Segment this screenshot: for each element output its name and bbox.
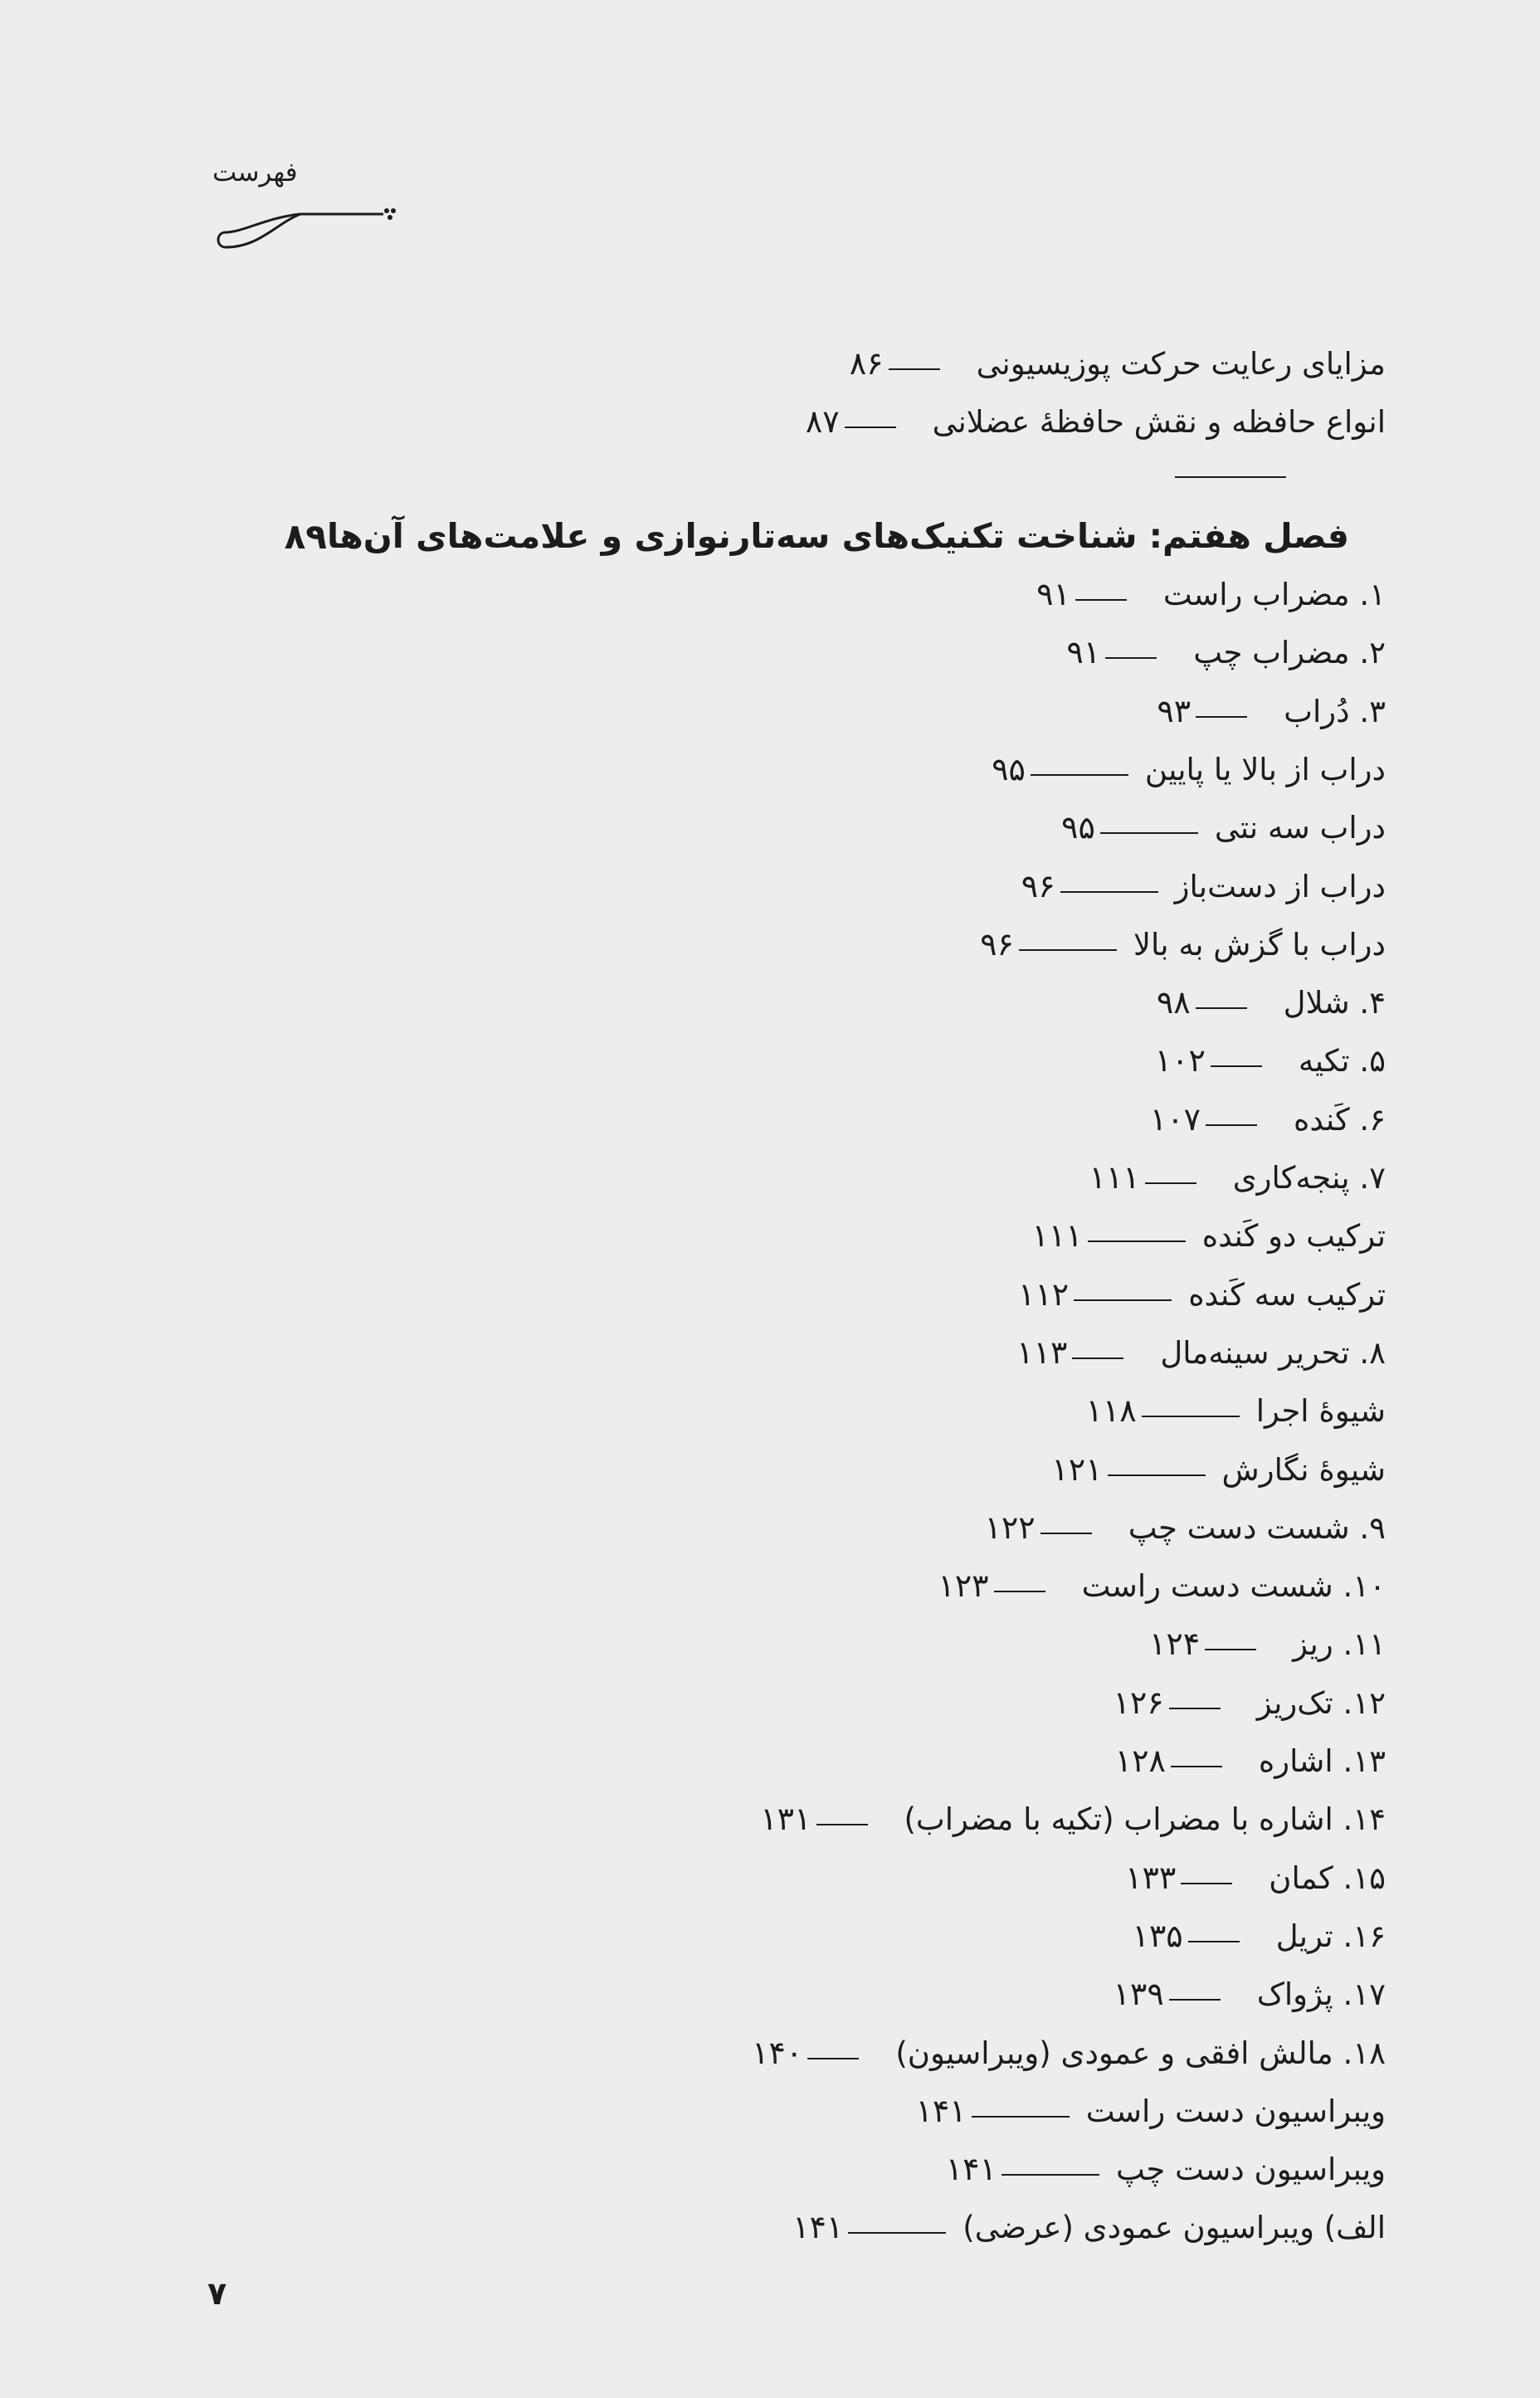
toc-page-number: ۱۱۳ — [1016, 1334, 1068, 1371]
toc-entry-title: ۸. تحریر سینه‌مال — [1160, 1334, 1386, 1371]
toc-leader — [1075, 599, 1127, 601]
toc-entry[interactable] — [720, 1792, 1386, 1845]
toc-page-number: ۸۹ — [284, 515, 327, 557]
toc-page-number: ۱۱۸ — [1085, 1392, 1137, 1429]
toc-entry[interactable] — [711, 2026, 1386, 2079]
toc-entry-title: دراب با گزش به بالا — [1133, 926, 1386, 963]
toc-entry[interactable] — [1073, 1676, 1386, 1729]
toc-entry[interactable] — [977, 1268, 1386, 1321]
toc-entry-title: ۱۷. پژواک — [1256, 1976, 1386, 2012]
toc-leader — [807, 2058, 859, 2059]
toc-entry[interactable] — [1092, 1909, 1386, 1962]
toc-chapter-heading[interactable] — [236, 509, 1386, 563]
toc-entry-title: ۱۵. کمان — [1269, 1859, 1386, 1896]
toc-leader — [1072, 1357, 1123, 1359]
toc-leader — [1031, 774, 1128, 776]
toc-entry[interactable] — [1109, 1093, 1386, 1146]
toc-page-number: ۹۵ — [992, 751, 1026, 787]
chapter-title: فصل هفتم: شناخت تکنیک‌های سه‌تارنوازی و علامت‌های آن‌ها — [326, 516, 1349, 556]
toc-entry-title: دراب از بالا یا پایین — [1144, 751, 1386, 787]
toc-entry[interactable] — [1073, 1967, 1386, 2020]
toc-entry[interactable] — [1049, 1151, 1386, 1204]
toc-entry-title: انواع حافظه و نقش حافظهٔ عضلانی — [932, 403, 1386, 440]
toc-page-number: ۹۶ — [980, 926, 1014, 963]
running-header-title: فهرست — [212, 158, 298, 188]
toc-page-number: ۹۶ — [1021, 868, 1055, 904]
toc-page-number: ۱۳۳ — [1125, 1859, 1177, 1896]
toc-entry[interactable] — [1109, 1617, 1386, 1670]
toc-entry-title: ۳. دُراب — [1284, 693, 1386, 729]
toc-entry-title: الف) ویبراسیون عمودی (عرضی) — [962, 2209, 1386, 2245]
toc-leader — [848, 2232, 946, 2234]
toc-leader — [1188, 1941, 1240, 1942]
toc-entry-title: ۷. پنجه‌کاری — [1232, 1159, 1386, 1196]
toc-entry[interactable] — [976, 1326, 1386, 1379]
toc-entry-title: ویبراسیون دست چپ — [1115, 2151, 1386, 2187]
toc-page-number: ۱۴۱ — [915, 2093, 967, 2129]
toc-entry-title: دراب سه نتی — [1214, 809, 1386, 846]
toc-entry-title: مزایای رعایت حرکت پوزیسیونی — [976, 345, 1386, 382]
toc-entry[interactable] — [898, 1559, 1386, 1612]
toc-entry-title: ترکیب دو کَنده — [1201, 1217, 1386, 1254]
toc-leader — [1142, 1416, 1240, 1417]
toc-entry[interactable] — [923, 918, 1386, 971]
toc-entry[interactable] — [1009, 626, 1386, 679]
toc-leader — [1205, 1649, 1256, 1650]
toc-entry[interactable] — [964, 860, 1386, 913]
toc-entry-title: ۵. تکیه — [1298, 1042, 1386, 1079]
toc-entry[interactable] — [1099, 685, 1386, 738]
toc-leader — [845, 426, 896, 428]
toc-page-number: ۱۲۸ — [1114, 1742, 1166, 1779]
toc-leader — [1040, 1533, 1092, 1534]
toc-entry-title: ۱۲. تک‌ریز — [1256, 1684, 1386, 1721]
toc-entry[interactable] — [1075, 1734, 1386, 1787]
toc-entry-title: ۲. مضراب چپ — [1193, 634, 1386, 670]
toc-entry-title: ۱۸. مالش افقی و عمودی (ویبراسیون) — [895, 2035, 1386, 2071]
toc-entry[interactable] — [752, 2201, 1386, 2254]
toc-leader — [1196, 1007, 1247, 1009]
toc-page-number: ۱۲۶ — [1113, 1684, 1164, 1721]
toc-page-number: ۸۷ — [805, 403, 840, 440]
toc-entry-title: ۹. شست دست چپ — [1128, 1509, 1386, 1546]
toc-entry[interactable] — [1114, 1034, 1386, 1087]
toc-page-number: ۹۵ — [1061, 809, 1095, 846]
toc-entry[interactable] — [1011, 1443, 1386, 1496]
section-divider — [1175, 476, 1286, 478]
toc-leader — [1181, 1883, 1232, 1884]
toc-page-number: ۱۲۳ — [938, 1567, 989, 1604]
toc-page-number: ۱۲۱ — [1051, 1451, 1103, 1488]
toc-entry[interactable] — [1099, 976, 1386, 1029]
toc-leader — [1169, 1708, 1221, 1709]
toc-entry-title: ترکیب سه کَنده — [1188, 1276, 1386, 1313]
toc-entry[interactable] — [875, 2084, 1386, 2137]
toc-entry[interactable] — [992, 1209, 1386, 1262]
toc-leader — [994, 1591, 1045, 1592]
toc-entry-title: شیوهٔ نگارش — [1221, 1451, 1386, 1488]
toc-page-number: ۱۲۴ — [1148, 1625, 1201, 1662]
toc-entry[interactable] — [748, 395, 1386, 448]
toc-entry-title: ۱۳. اشاره — [1258, 1742, 1386, 1779]
toc-page-number: ۱۳۱ — [760, 1801, 811, 1837]
toc-leader — [1060, 891, 1158, 893]
page-number: ۷ — [207, 2275, 227, 2312]
toc-entry-title: شیوهٔ اجرا — [1255, 1392, 1386, 1429]
toc-page-number: ۱۴۱ — [945, 2151, 997, 2187]
toc-page-number: ۱۱۱ — [1031, 1217, 1083, 1254]
toc-page-number: ۱۳۵ — [1132, 1918, 1183, 1954]
toc-leader — [1019, 949, 1117, 951]
toc-entry[interactable] — [979, 568, 1386, 621]
toc-leader — [1206, 1124, 1257, 1126]
toc-leader — [1001, 2174, 1099, 2176]
toc-entry-title: دراب از دست‌باز — [1174, 868, 1386, 904]
toc-leader — [1108, 1474, 1206, 1476]
toc-entry-title: ۱۴. اشاره با مضراب (تکیه با مضراب) — [904, 1801, 1386, 1837]
toc-leader — [1074, 1299, 1172, 1301]
toc-page-number: ۹۱ — [1066, 634, 1101, 670]
toc-leader — [1171, 1766, 1222, 1767]
toc-page-number: ۹۱ — [1036, 576, 1070, 612]
toc-page-number: ۱۳۹ — [1113, 1976, 1164, 2012]
toc-entry-title: ۱۱. ریز — [1293, 1625, 1386, 1662]
toc-leader — [1169, 1999, 1221, 2001]
toc-entry[interactable] — [944, 1501, 1386, 1554]
toc-entry-title: ویبراسیون دست راست — [1085, 2093, 1386, 2129]
toc-entry[interactable] — [905, 2142, 1386, 2196]
toc-leader — [816, 1824, 868, 1825]
toc-leader — [889, 368, 940, 370]
toc-page-number: ۱۰۷ — [1149, 1101, 1201, 1138]
toc-leader — [1105, 657, 1157, 659]
toc-entry-title: ۴. شلال — [1283, 984, 1386, 1021]
toc-page-number: ۱۱۲ — [1017, 1276, 1070, 1313]
toc-leader — [972, 2116, 1070, 2118]
toc-entry[interactable] — [934, 743, 1386, 796]
toc-leader — [1100, 832, 1198, 834]
toc-entry-title: ۶. کَنده — [1294, 1101, 1386, 1138]
toc-leader — [1196, 716, 1247, 718]
toc-entry[interactable] — [1004, 801, 1386, 854]
toc-leader — [1145, 1182, 1196, 1184]
toc-entry[interactable] — [1045, 1384, 1386, 1437]
toc-leader — [1211, 1065, 1262, 1067]
toc-entry[interactable] — [1084, 1851, 1386, 1904]
toc-entry[interactable] — [792, 337, 1386, 390]
toc-page-number: ۱۰۲ — [1154, 1042, 1206, 1079]
toc-entry-title: ۱۶. تریل — [1275, 1918, 1386, 1954]
toc-entry-title: ۱۰. شست دست راست — [1081, 1567, 1386, 1604]
toc-leader — [1088, 1240, 1186, 1242]
toc-page-number: ۹۸ — [1156, 984, 1191, 1021]
toc-page-number: ۱۴۱ — [792, 2209, 844, 2245]
toc-page-number: ۱۴۰ — [752, 2035, 803, 2071]
toc-page-number: ۱۱۱ — [1089, 1159, 1140, 1196]
toc-page-number: ۱۲۲ — [984, 1509, 1036, 1546]
toc-page-number: ۸۶ — [849, 345, 884, 382]
toc-entry-title: ۱. مضراب راست — [1162, 576, 1386, 612]
toc-page-number: ۹۳ — [1157, 693, 1192, 729]
